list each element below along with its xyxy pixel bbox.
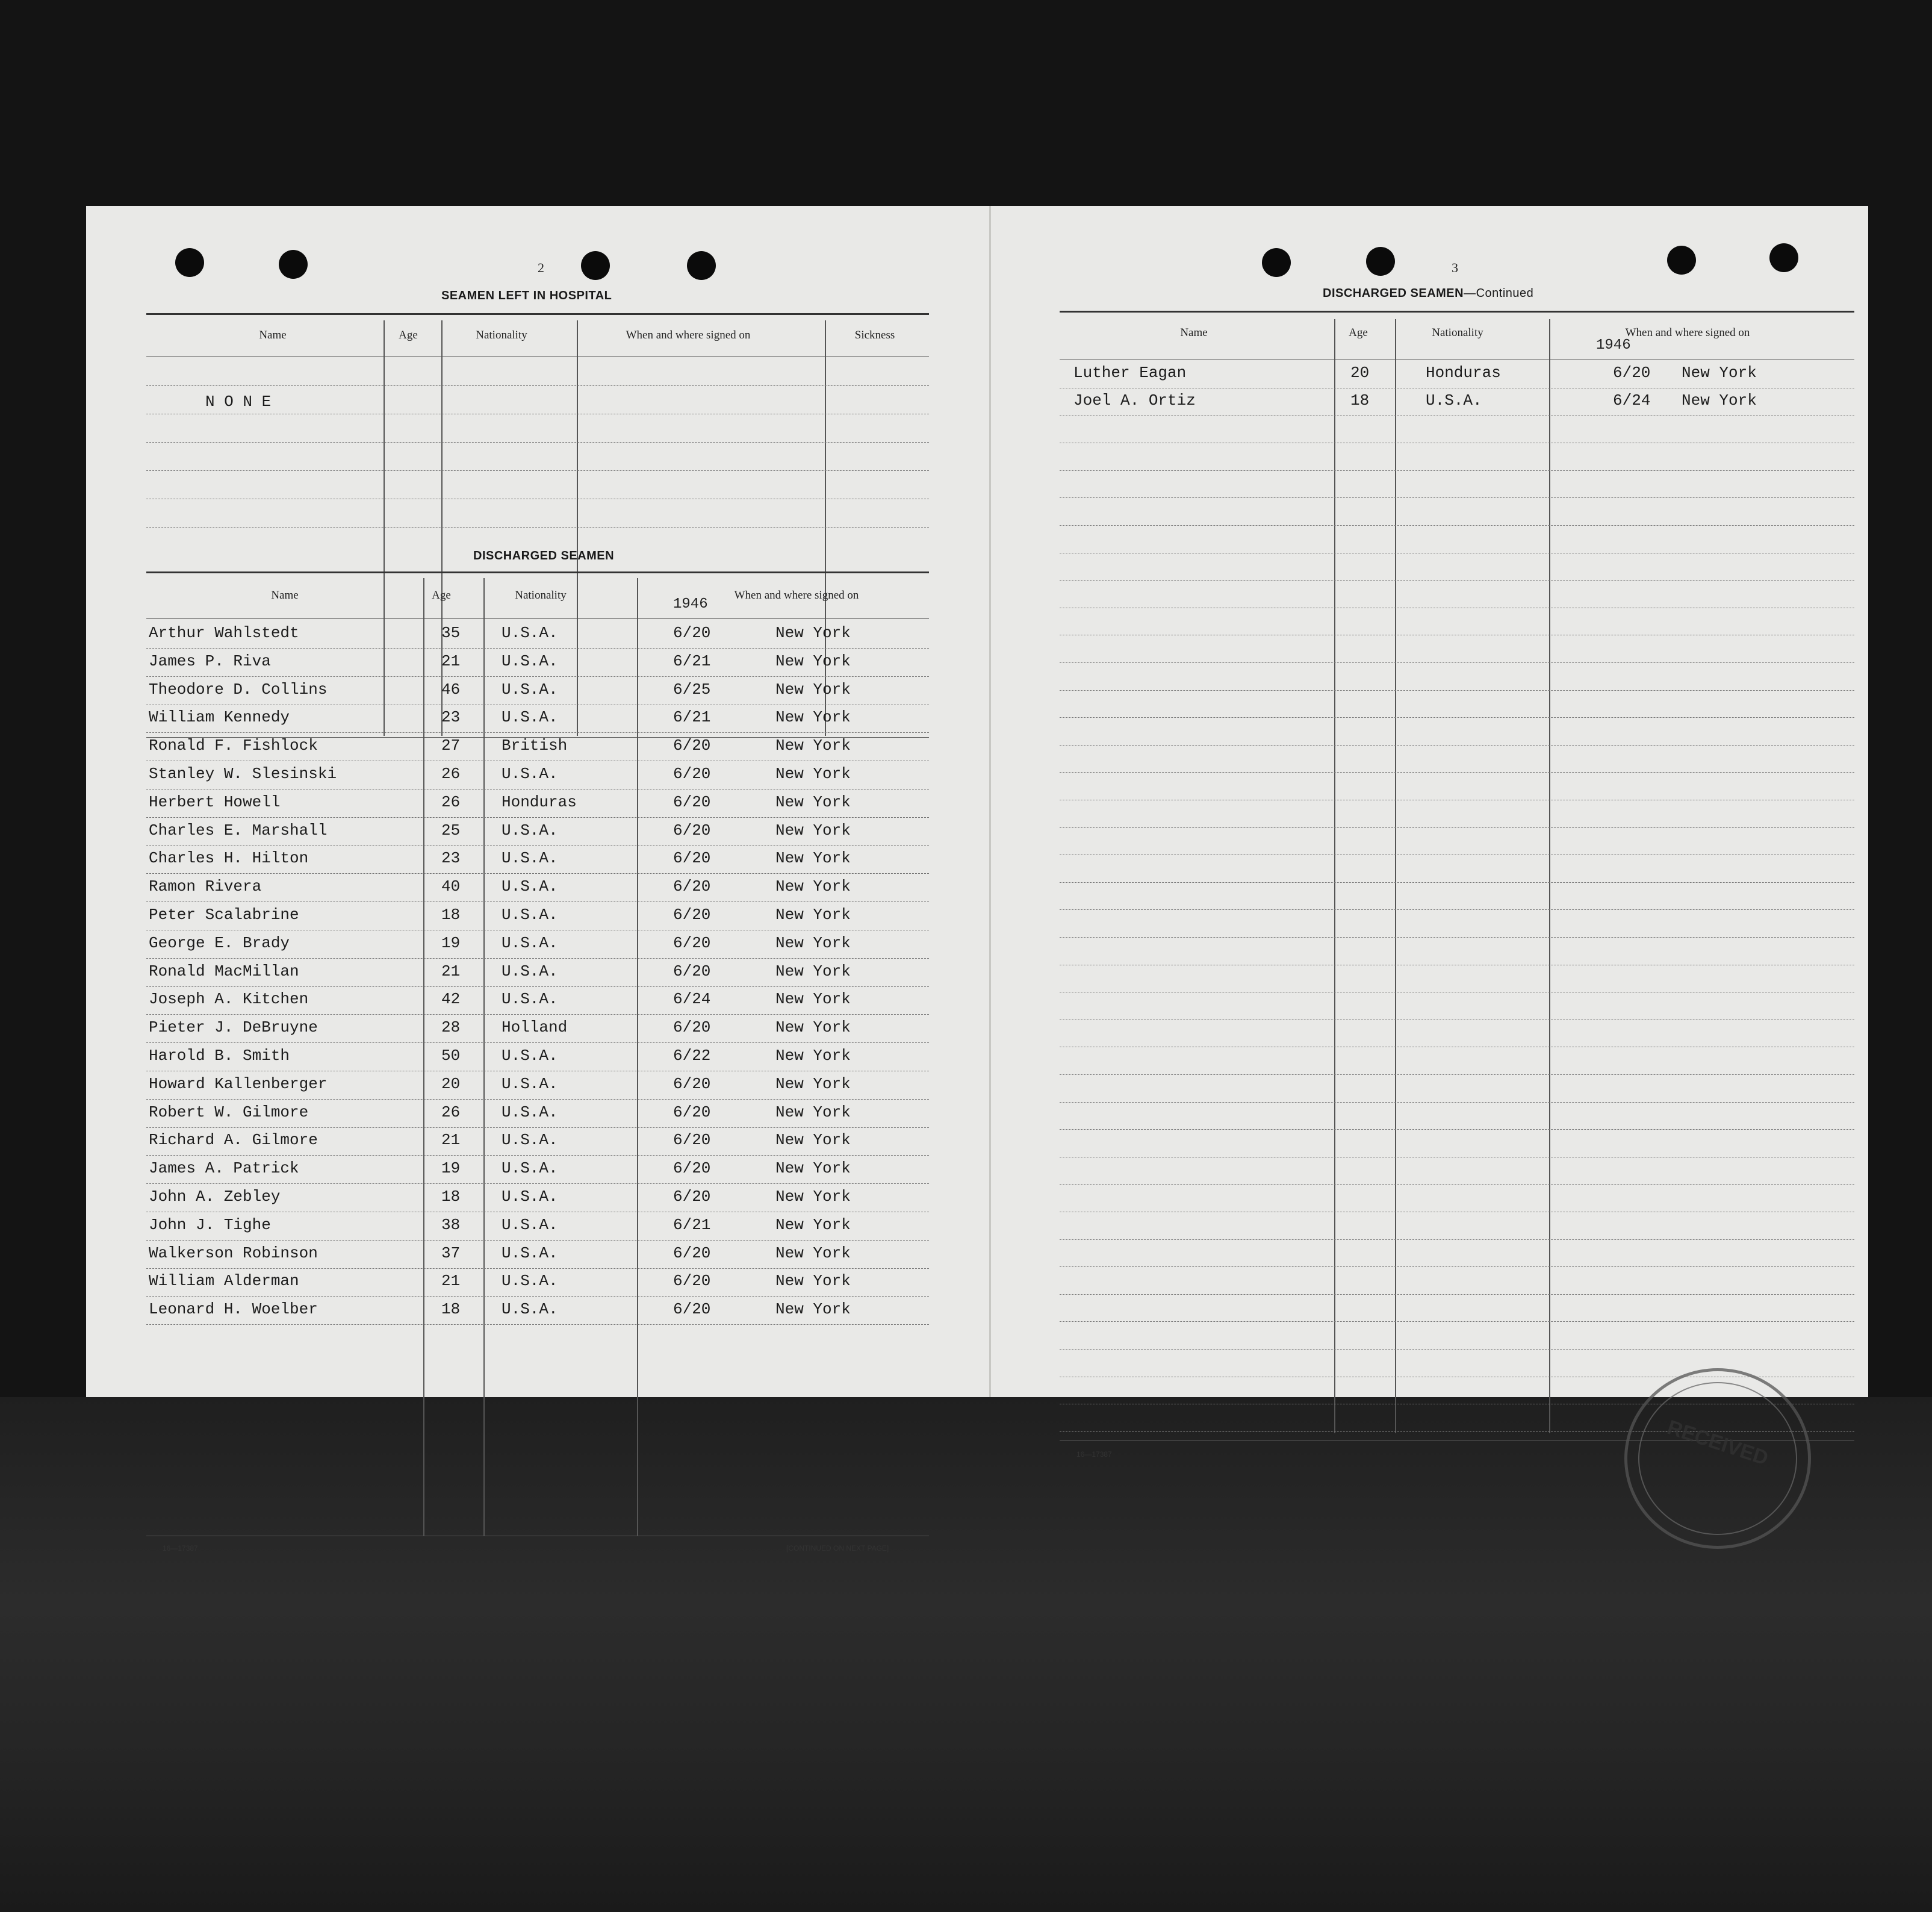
row-line <box>1060 553 1854 554</box>
seaman-age: 21 <box>441 1272 461 1290</box>
seaman-name: Arthur Wahlstedt <box>149 624 299 642</box>
signed-on-date: 6/25 <box>673 680 711 699</box>
table-row <box>86 1133 1868 1157</box>
seaman-name: James P. Riva <box>149 652 271 670</box>
table-row <box>86 1215 1868 1239</box>
seaman-name: George E. Brady <box>149 934 290 952</box>
seaman-age: 18 <box>441 906 461 924</box>
punch-hole <box>1667 246 1696 275</box>
signed-on-place: New York <box>775 1075 851 1093</box>
signed-on-place: New York <box>775 1300 851 1318</box>
seaman-name: Robert W. Gilmore <box>149 1103 309 1121</box>
seaman-nationality: U.S.A. <box>502 1075 558 1093</box>
row-line <box>1060 745 1854 746</box>
seaman-nationality: U.S.A. <box>1426 391 1482 409</box>
signed-on-place: New York <box>775 1131 851 1149</box>
table-row <box>86 529 1868 553</box>
col-header-signed-on: When and where signed on <box>734 589 859 602</box>
seaman-name: Richard A. Gilmore <box>149 1131 318 1149</box>
signed-on-place: New York <box>775 680 851 699</box>
seaman-nationality: U.S.A. <box>502 708 558 726</box>
signed-on-date: 6/20 <box>673 1159 711 1177</box>
col-header-nationality: Nationality <box>476 329 527 341</box>
signed-on-date: 6/21 <box>673 708 711 726</box>
punch-hole <box>581 251 610 280</box>
punch-hole <box>1769 243 1798 272</box>
row-line <box>1060 1157 1854 1158</box>
table-row <box>86 803 1868 827</box>
row-line <box>1060 800 1854 801</box>
table-row <box>86 1353 1868 1377</box>
signed-on-place: New York <box>775 736 851 755</box>
received-stamp <box>1624 1368 1811 1549</box>
table-row <box>86 693 1868 717</box>
signed-on-date: 6/22 <box>673 1047 711 1065</box>
row-line <box>1060 497 1854 499</box>
signed-on-place: New York <box>775 1188 851 1206</box>
seaman-age: 19 <box>441 1159 461 1177</box>
hospital-entry: N O N E <box>205 393 272 411</box>
row-line <box>1060 1074 1854 1076</box>
row-line <box>1060 1129 1854 1130</box>
seaman-name: James A. Patrick <box>149 1159 299 1177</box>
seaman-nationality: U.S.A. <box>502 877 558 895</box>
row-line <box>146 499 929 500</box>
table-row <box>86 995 1868 1020</box>
table-row <box>86 556 1868 580</box>
seaman-nationality: U.S.A. <box>502 1272 558 1290</box>
table-row <box>86 1105 1868 1129</box>
table-row <box>86 1078 1868 1102</box>
row-line <box>1060 1349 1854 1350</box>
signed-on-date: 6/21 <box>673 652 711 670</box>
seaman-nationality: Honduras <box>502 793 577 811</box>
table-row <box>86 1023 1868 1047</box>
col-header-nationality: Nationality <box>1432 326 1483 339</box>
seaman-age: 19 <box>441 934 461 952</box>
signed-on-place: New York <box>775 624 851 642</box>
rule <box>146 313 929 315</box>
punch-hole <box>279 250 308 279</box>
table-row <box>86 501 1868 525</box>
seaman-age: 21 <box>441 1131 461 1149</box>
seaman-name: Charles H. Hilton <box>149 849 309 867</box>
table-row <box>86 611 1868 635</box>
signed-on-place: New York <box>1682 391 1757 409</box>
row-line <box>1060 525 1854 526</box>
signed-on-date: 6/20 <box>673 934 711 952</box>
signed-on-date: 6/20 <box>673 821 711 839</box>
seaman-age: 21 <box>441 652 461 670</box>
seaman-nationality: British <box>502 736 568 755</box>
seaman-name: Peter Scalabrine <box>149 906 299 924</box>
signed-on-date: 6/20 <box>673 624 711 642</box>
col-header-nationality: Nationality <box>515 589 567 602</box>
seaman-nationality: U.S.A. <box>502 1047 558 1065</box>
row-line <box>1060 1212 1854 1213</box>
seaman-age: 20 <box>441 1075 461 1093</box>
seaman-name: Walkerson Robinson <box>149 1244 318 1262</box>
row-line <box>146 470 929 472</box>
discharged-continued-title: DISCHARGED SEAMEN—Continued <box>1323 287 1534 300</box>
seaman-name: Howard Kallenberger <box>149 1075 328 1093</box>
row-line <box>1060 662 1854 664</box>
seaman-age: 21 <box>441 962 461 980</box>
seaman-age: 35 <box>441 624 461 642</box>
year-handwritten: 1946 <box>673 596 708 612</box>
signed-on-place: New York <box>1682 364 1757 382</box>
seaman-name: Pieter J. DeBruyne <box>149 1018 318 1036</box>
table-row <box>86 968 1868 992</box>
table-row <box>86 364 1868 388</box>
signed-on-date: 6/20 <box>673 1244 711 1262</box>
table-row <box>86 830 1868 855</box>
table-row <box>86 419 1868 443</box>
table-row <box>86 1325 1868 1349</box>
signed-on-date: 6/20 <box>673 1272 711 1290</box>
row-line <box>1060 855 1854 856</box>
row-line <box>1060 635 1854 636</box>
signed-on-place: New York <box>775 1103 851 1121</box>
row-line <box>146 1268 929 1269</box>
seaman-name: William Alderman <box>149 1272 299 1290</box>
seaman-age: 50 <box>441 1047 461 1065</box>
row-line <box>1060 882 1854 883</box>
seaman-nationality: U.S.A. <box>502 765 558 783</box>
signed-on-place: New York <box>775 934 851 952</box>
seaman-age: 46 <box>441 680 461 699</box>
seaman-age: 26 <box>441 1103 461 1121</box>
page-number: 3 <box>1452 260 1458 275</box>
col-header-age: Age <box>1349 326 1368 339</box>
seaman-nationality: U.S.A. <box>502 1131 558 1149</box>
seaman-age: 26 <box>441 793 461 811</box>
seaman-nationality: U.S.A. <box>502 1103 558 1121</box>
row-line <box>1060 443 1854 444</box>
table-row <box>86 776 1868 800</box>
signed-on-place: New York <box>775 1244 851 1262</box>
signed-on-place: New York <box>775 1047 851 1065</box>
signed-on-date: 6/20 <box>673 1131 711 1149</box>
seaman-age: 18 <box>1350 391 1370 409</box>
row-line <box>146 1212 929 1213</box>
seaman-nationality: U.S.A. <box>502 1188 558 1206</box>
col-header-name: Name <box>271 589 299 602</box>
document-sheet <box>86 206 1868 1552</box>
seaman-age: 26 <box>441 765 461 783</box>
hospital-section-title: SEAMEN LEFT IN HOSPITAL <box>441 289 612 302</box>
table-row <box>86 666 1868 690</box>
table-row <box>86 1297 1868 1321</box>
seaman-nationality: U.S.A. <box>502 680 558 699</box>
row-line <box>1060 717 1854 718</box>
signed-on-place: New York <box>775 877 851 895</box>
signed-on-date: 6/20 <box>673 793 711 811</box>
seaman-age: 18 <box>441 1300 461 1318</box>
signed-on-place: New York <box>775 1216 851 1234</box>
seaman-name: Ronald F. Fishlock <box>149 736 318 755</box>
signed-on-date: 6/20 <box>673 1103 711 1121</box>
seaman-age: 40 <box>441 877 461 895</box>
row-line <box>1060 937 1854 938</box>
seaman-name: Luther Eagan <box>1073 364 1187 382</box>
row-line <box>1060 580 1854 581</box>
col-header-signed-on: When and where signed on <box>1625 326 1750 339</box>
punch-hole <box>1262 248 1291 277</box>
seaman-name: Joel A. Ortiz <box>1073 391 1196 409</box>
col-header-signed-on: When and where signed on <box>626 329 751 341</box>
signed-on-date: 6/20 <box>673 849 711 867</box>
col-header-sickness: Sickness <box>854 329 895 341</box>
table-row <box>86 1188 1868 1212</box>
signed-on-date: 6/20 <box>673 1188 711 1206</box>
col-header-age: Age <box>432 589 451 602</box>
signed-on-date: 6/20 <box>673 1075 711 1093</box>
signed-on-date: 6/20 <box>1613 364 1651 382</box>
signed-on-place: New York <box>775 821 851 839</box>
signed-on-date: 6/20 <box>673 1018 711 1036</box>
seaman-nationality: U.S.A. <box>502 1159 558 1177</box>
seaman-name: John A. Zebley <box>149 1188 281 1206</box>
table-row <box>86 391 1868 416</box>
seaman-name: Harold B. Smith <box>149 1047 290 1065</box>
signed-on-date: 6/20 <box>673 906 711 924</box>
seaman-name: Ronald MacMillan <box>149 962 299 980</box>
row-line <box>1060 1184 1854 1185</box>
seaman-age: 27 <box>441 736 461 755</box>
table-row <box>86 721 1868 745</box>
seaman-age: 38 <box>441 1216 461 1234</box>
signed-on-place: New York <box>775 1159 851 1177</box>
signed-on-place: New York <box>775 990 851 1008</box>
seaman-name: Theodore D. Collins <box>149 680 328 699</box>
year-handwritten: 1946 <box>1596 337 1631 353</box>
table-row <box>86 1270 1868 1294</box>
signed-on-date: 6/24 <box>1613 391 1651 409</box>
row-line <box>1060 1102 1854 1103</box>
form-number: 16—17387 <box>163 1544 198 1552</box>
row-line <box>1060 388 1854 389</box>
table-row <box>86 473 1868 497</box>
table-row <box>86 1050 1868 1074</box>
seaman-nationality: U.S.A. <box>502 821 558 839</box>
row-line <box>1060 416 1854 417</box>
signed-on-place: New York <box>775 793 851 811</box>
seaman-age: 23 <box>441 849 461 867</box>
signed-on-date: 6/20 <box>673 1300 711 1318</box>
seaman-name: William Kennedy <box>149 708 290 726</box>
stamp-text: RECEIVED <box>1664 1416 1771 1470</box>
col-header-age: Age <box>399 329 418 341</box>
punch-hole <box>687 251 716 280</box>
punch-hole <box>1366 247 1395 276</box>
signed-on-date: 6/20 <box>673 877 711 895</box>
seaman-age: 42 <box>441 990 461 1008</box>
row-line <box>1060 690 1854 691</box>
table-row <box>86 913 1868 937</box>
row-line <box>1060 608 1854 609</box>
seaman-name: Leonard H. Woelber <box>149 1300 318 1318</box>
table-row <box>86 858 1868 882</box>
table-row <box>86 1160 1868 1184</box>
signed-on-place: New York <box>775 1272 851 1290</box>
signed-on-date: 6/20 <box>673 736 711 755</box>
seaman-nationality: U.S.A. <box>502 962 558 980</box>
row-line <box>1060 827 1854 829</box>
row-line <box>1060 1266 1854 1268</box>
seaman-name: Ramon Rivera <box>149 877 262 895</box>
seaman-nationality: U.S.A. <box>502 652 558 670</box>
seaman-nationality: U.S.A. <box>502 906 558 924</box>
row-line <box>1060 772 1854 773</box>
signed-on-date: 6/20 <box>673 765 711 783</box>
seaman-name: Charles E. Marshall <box>149 821 328 839</box>
seaman-age: 20 <box>1350 364 1370 382</box>
seaman-age: 37 <box>441 1244 461 1262</box>
seaman-nationality: U.S.A. <box>502 1300 558 1318</box>
row-line <box>1060 992 1854 993</box>
table-row <box>86 748 1868 772</box>
seaman-nationality: U.S.A. <box>502 1216 558 1234</box>
seaman-nationality: Honduras <box>1426 364 1501 382</box>
row-line <box>1060 1321 1854 1322</box>
continued-note: [CONTINUED ON NEXT PAGE] <box>786 1544 889 1552</box>
row-line <box>1060 1020 1854 1021</box>
row-line <box>1060 909 1854 911</box>
seaman-name: Stanley W. Slesinski <box>149 765 337 783</box>
signed-on-place: New York <box>775 962 851 980</box>
seaman-nationality: U.S.A. <box>502 1244 558 1262</box>
table-row <box>86 1407 1868 1431</box>
rule <box>1060 311 1854 313</box>
seaman-age: 18 <box>441 1188 461 1206</box>
seaman-nationality: Holland <box>502 1018 568 1036</box>
table-row <box>86 446 1868 470</box>
seaman-nationality: U.S.A. <box>502 934 558 952</box>
signed-on-place: New York <box>775 1018 851 1036</box>
seaman-age: 28 <box>441 1018 461 1036</box>
seaman-name: Herbert Howell <box>149 793 281 811</box>
seaman-nationality: U.S.A. <box>502 849 558 867</box>
col-header-name: Name <box>1180 326 1208 339</box>
table-row <box>86 638 1868 662</box>
seaman-name: John J. Tighe <box>149 1216 271 1234</box>
signed-on-date: 6/20 <box>673 962 711 980</box>
row-line <box>146 1240 929 1241</box>
row-line <box>1060 1047 1854 1048</box>
row-line <box>1060 1294 1854 1295</box>
seaman-nationality: U.S.A. <box>502 624 558 642</box>
row-line <box>146 527 929 528</box>
signed-on-date: 6/24 <box>673 990 711 1008</box>
table-row <box>86 1242 1868 1266</box>
table-row <box>86 1380 1868 1404</box>
signed-on-place: New York <box>775 765 851 783</box>
signed-on-place: New York <box>775 708 851 726</box>
table-row <box>86 584 1868 608</box>
form-number: 16—17387 <box>1076 1450 1112 1459</box>
signed-on-place: New York <box>775 652 851 670</box>
punch-hole <box>175 248 204 277</box>
table-row <box>86 885 1868 909</box>
seaman-nationality: U.S.A. <box>502 990 558 1008</box>
discharged-section-title: DISCHARGED SEAMEN <box>473 549 615 562</box>
signed-on-date: 6/21 <box>673 1216 711 1234</box>
row-line <box>1060 1239 1854 1241</box>
page-number: 2 <box>538 260 544 275</box>
signed-on-place: New York <box>775 906 851 924</box>
signed-on-place: New York <box>775 849 851 867</box>
seaman-age: 23 <box>441 708 461 726</box>
seaman-age: 25 <box>441 821 461 839</box>
table-row <box>86 941 1868 965</box>
seaman-name: Joseph A. Kitchen <box>149 990 309 1008</box>
row-line <box>1060 965 1854 966</box>
row-line <box>1060 470 1854 472</box>
col-header-name: Name <box>259 329 287 341</box>
